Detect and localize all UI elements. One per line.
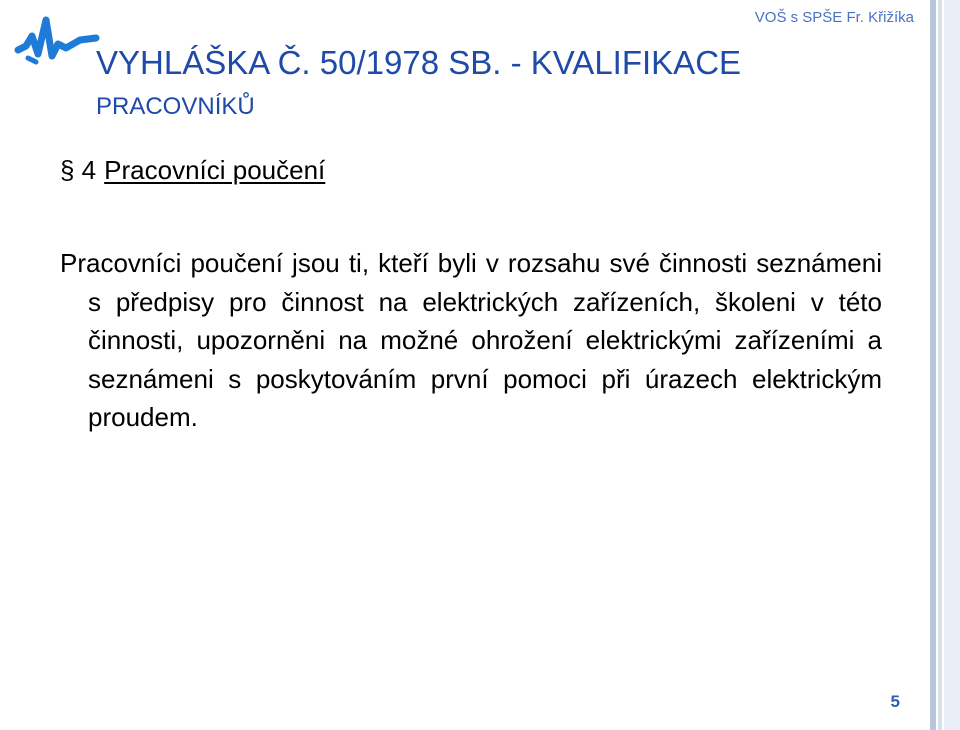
page-number: 5 bbox=[890, 692, 900, 711]
title-line-2: PRACOVNÍKŮ bbox=[96, 93, 255, 120]
title-line-1: VYHLÁŠKA Č. 50/1978 SB. - KVALIFIKACE bbox=[96, 44, 742, 81]
wave-logo-icon bbox=[14, 14, 100, 74]
section-heading-text: Pracovníci poučení bbox=[104, 155, 326, 185]
body-paragraph: Pracovníci poučení jsou ti, kteří byli v rozsahu své činnosti seznámeni s předpisy pro činnost na elektrických zařízeních, školeni v této činnosti, upozorněni na možné ohrožení elektrickými zařízeními a seznámeni s poskytováním první pomoci při úrazech elektrickým proudem. bbox=[60, 248, 882, 432]
section-symbol: § 4 bbox=[60, 155, 97, 185]
school-name: VOŠ s SPŠE Fr. Křižíka bbox=[754, 9, 914, 26]
section-heading bbox=[60, 155, 325, 186]
slide-title bbox=[96, 44, 742, 120]
decorative-side-band bbox=[930, 0, 960, 730]
